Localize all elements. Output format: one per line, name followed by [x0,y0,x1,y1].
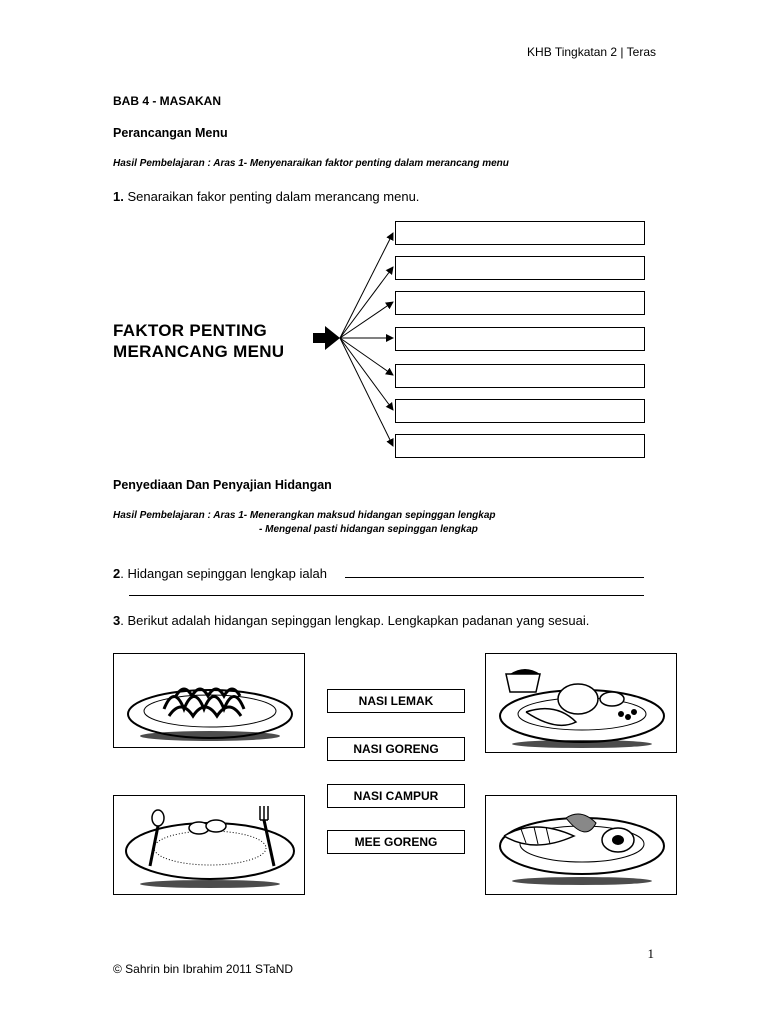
answer-line-2[interactable] [129,595,644,596]
picture-mee-goreng [113,653,305,748]
arrow-2 [340,267,393,338]
label-mee-goreng[interactable]: MEE GORENG [327,830,465,854]
answer-box-5[interactable] [395,364,645,388]
page-number: 1 [647,946,654,961]
answer-box-4[interactable] [395,327,645,351]
arrow-5 [340,338,393,375]
fried-rice-plate-icon [114,796,304,894]
label-nasi-goreng[interactable]: NASI GORENG [327,737,465,761]
answer-line-1[interactable] [345,577,644,578]
arrow-7 [340,338,393,446]
question-2-text: . Hidangan sepinggan lengkap ialah [120,566,327,581]
nasi-campur-plate-icon [486,796,676,894]
label-nasi-campur[interactable]: NASI CAMPUR [327,784,465,808]
learning-outcome-1: Hasil Pembelajaran : Aras 1- Menyenaraikan faktor penting dalam merancang menu [113,158,509,169]
answer-box-3[interactable] [395,291,645,315]
section-heading-menu: Perancangan Menu [113,126,228,140]
chapter-title: BAB 4 - MASAKAN [113,94,221,108]
picture-nasi-goreng [113,795,305,895]
picture-nasi-lemak [485,653,677,753]
footer-copyright: © Sahrin bin Ibrahim 2011 STaND [113,962,294,976]
arrow-6 [340,338,393,410]
mindmap-center-line-1: FAKTOR PENTING [113,321,268,340]
page-header: KHB Tingkatan 2 | Teras [527,45,656,59]
question-3-number: 3 [113,613,121,628]
question-3 [113,613,589,628]
arrow-3 [340,302,393,338]
answer-box-7[interactable] [395,434,645,458]
arrow-1 [340,233,393,338]
learning-outcome-2a: Hasil Pembelajaran : Aras 1- Menerangkan maksud hidangan sepinggan lengkap [113,510,496,521]
answer-box-6[interactable] [395,399,645,423]
picture-nasi-campur [485,795,677,895]
question-3-text: . Berikut adalah hidangan sepinggan lengkap. Lengkapkan padanan yang sesuai. [120,613,590,628]
question-1-number: 1. [113,189,124,204]
section-heading-hidangan: Penyediaan Dan Penyajian Hidangan [113,478,332,492]
question-1-text: Senaraikan fakor penting dalam merancang menu. [123,189,420,204]
answer-box-1[interactable] [395,221,645,245]
mindmap-center-line-2: MERANCANG MENU [113,342,285,361]
question-2-number: 2 [113,566,121,581]
nasi-lemak-plate-icon [486,654,676,752]
learning-outcome-2b: - Mengenal pasti hidangan sepinggan lengkap [259,524,478,535]
noodle-plate-icon [114,654,304,747]
big-arrow-icon [313,326,340,350]
label-nasi-lemak[interactable]: NASI LEMAK [327,689,465,713]
question-2 [113,566,327,581]
answer-box-2[interactable] [395,256,645,280]
